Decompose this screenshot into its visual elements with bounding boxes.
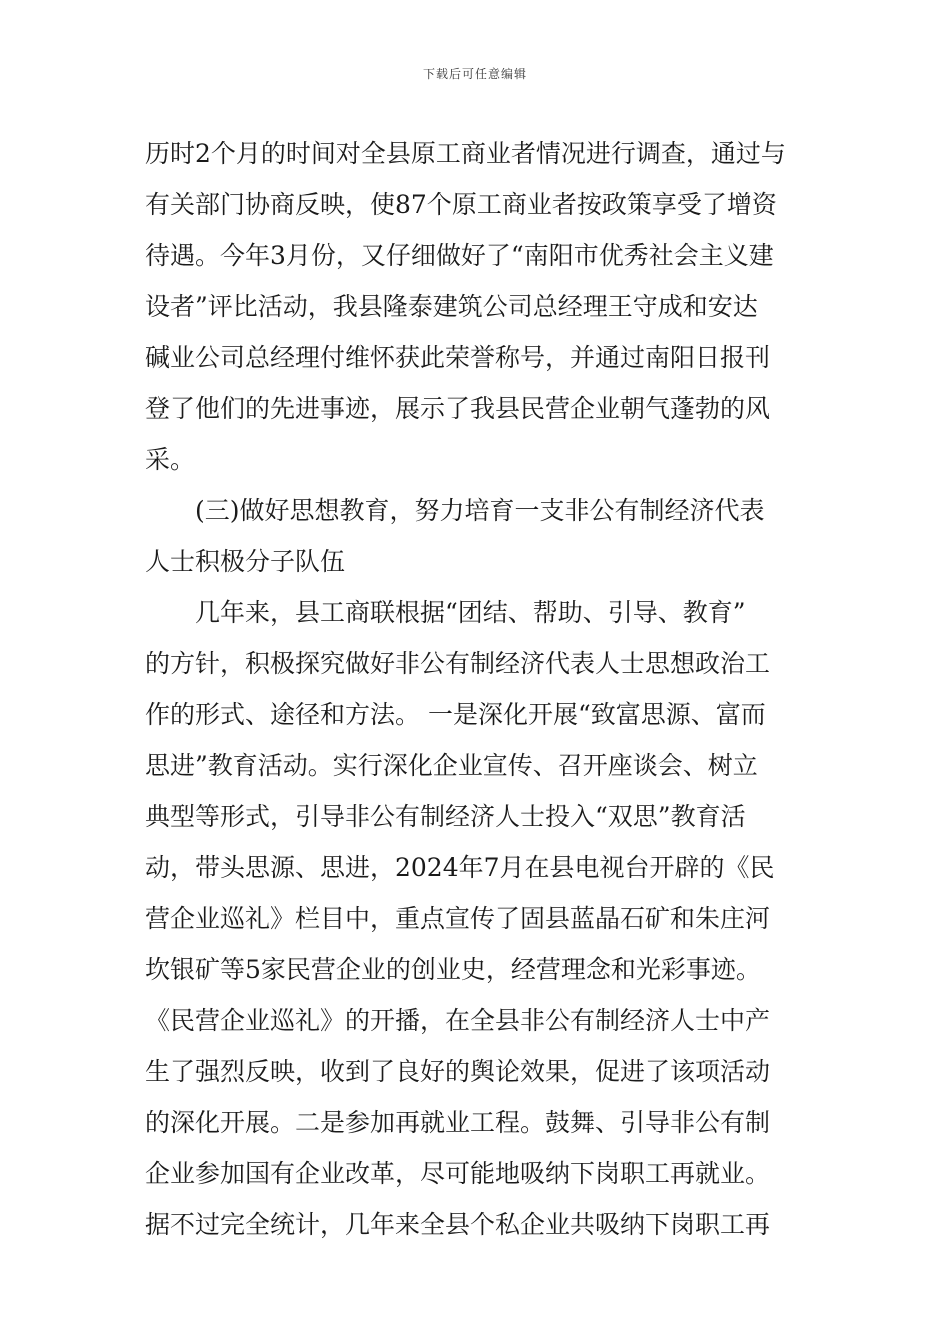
section-heading-line: 人士积极分子队伍 <box>145 547 346 576</box>
text-line: 的方针，积极探究做好非公有制经济代表人士思想政治工 <box>145 649 771 678</box>
text-line: 思进”教育活动。实行深化企业宣传、召开座谈会、树立 <box>145 751 758 780</box>
page-header: 下载后可任意编辑 <box>422 67 527 81</box>
text-line: 坎银矿等5家民营企业的创业史，经营理念和光彩事迹。 <box>145 955 761 984</box>
text-line: 待遇。今年3月份，又仔细做好了“南阳市优秀社会主义建 <box>145 241 774 270</box>
text-line: 有关部门协商反映，使87个原工商业者按政策享受了增资 <box>145 190 777 219</box>
text-line: 采。 <box>145 445 196 474</box>
document-body <box>145 128 807 1250</box>
text-line: 作的形式、途径和方法。 一是深化开展“致富思源、富而 <box>145 700 766 729</box>
text-line: 登了他们的先进事迹，展示了我县民营企业朝气蓬勃的风 <box>145 394 771 423</box>
section-heading-line: (三)做好思想教育，努力培育一支非公有制经济代表 <box>195 496 765 525</box>
text-line: 《民营企业巡礼》的开播，在全县非公有制经济人士中产 <box>145 1006 771 1035</box>
text-line: 设者”评比活动，我县隆泰建筑公司总经理王守成和安达 <box>145 292 758 321</box>
text-line: 典型等形式，引导非公有制经济人士投入“双思”教育活 <box>145 802 746 831</box>
text-line: 动，带头思源、思进，2024年7月在县电视台开辟的《民 <box>145 853 775 882</box>
text-line: 据不过完全统计，几年来全县个私企业共吸纳下岗职工再 <box>145 1210 771 1239</box>
text-line: 碱业公司总经理付维怀获此荣誉称号，并通过南阳日报刊 <box>145 343 771 372</box>
text-line: 的深化开展。二是参加再就业工程。鼓舞、引导非公有制 <box>145 1108 771 1137</box>
text-line: 历时2个月的时间对全县原工商业者情况进行调查，通过与 <box>145 139 786 168</box>
text-line: 企业参加国有企业改革，尽可能地吸纳下岗职工再就业。 <box>145 1159 771 1188</box>
text-line: 营企业巡礼》栏目中，重点宣传了固县蓝晶石矿和朱庄河 <box>145 904 771 933</box>
text-line: 生了强烈反映，收到了良好的舆论效果，促进了该项活动 <box>145 1057 771 1086</box>
paragraph-start-line: 几年来，县工商联根据“团结、帮助、引导、教育” <box>195 598 746 627</box>
